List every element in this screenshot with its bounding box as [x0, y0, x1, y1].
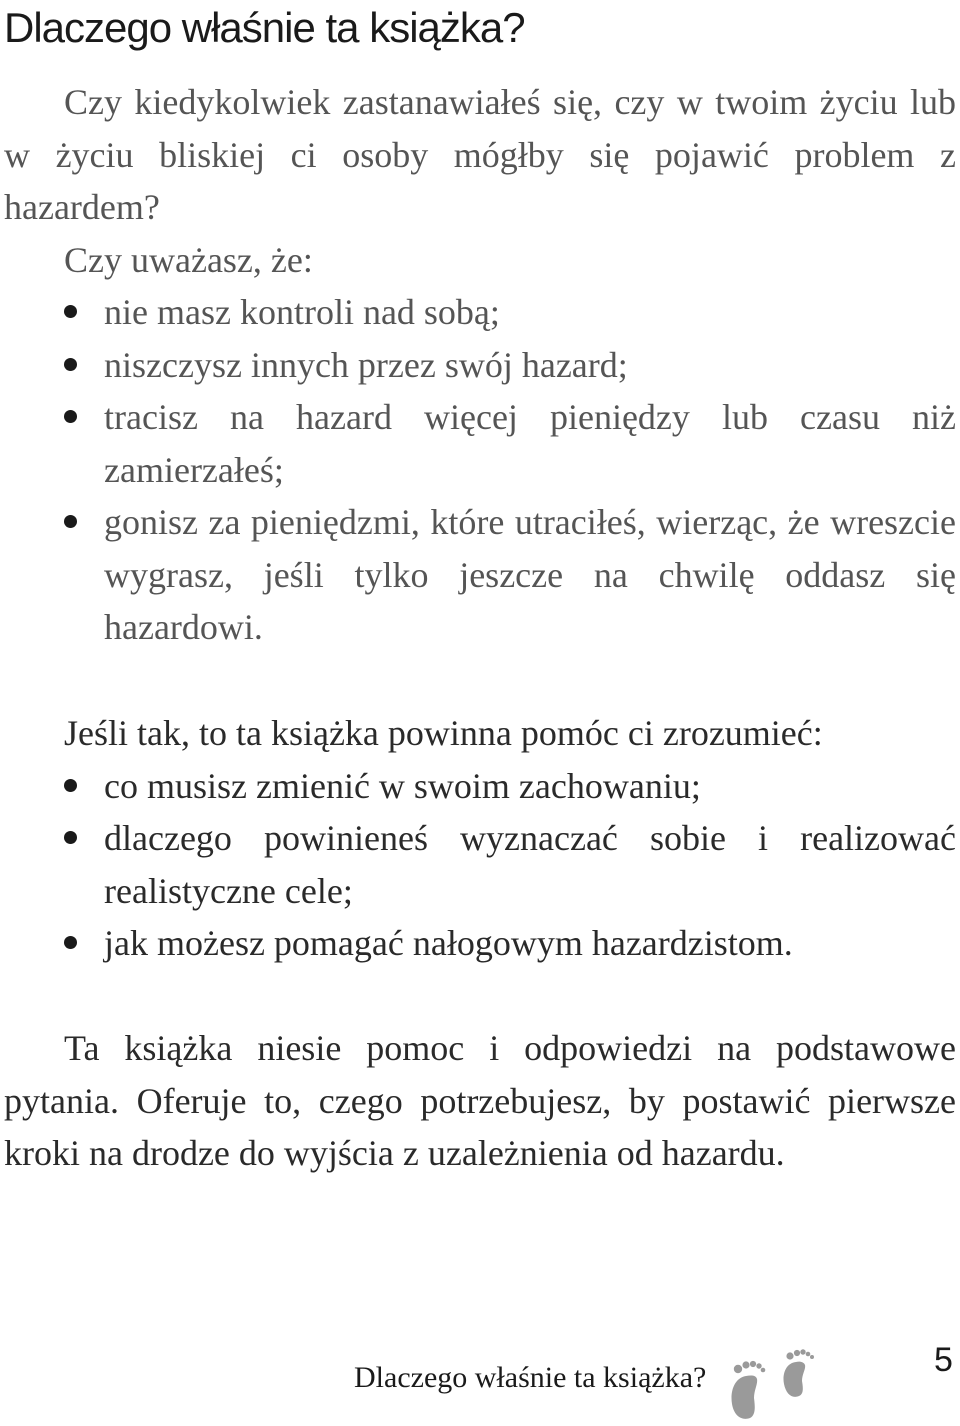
list-item	[4, 812, 956, 917]
list-item	[4, 917, 956, 970]
list-item-text: co musisz zmienić w swoim zachowaniu;	[104, 765, 701, 806]
list-item-text: dlaczego powinieneś wyznaczać sobie i realizować realistyczne cele;	[104, 818, 956, 911]
list-item-text: niszczysz innych przez swój hazard;	[104, 344, 628, 385]
list-item	[4, 339, 956, 392]
page-number: 5	[934, 1341, 953, 1379]
bullet-icon	[64, 515, 77, 528]
running-title: Dlaczego właśnie ta książka?	[354, 1361, 707, 1394]
benefit-list	[4, 760, 956, 970]
list-item	[4, 286, 956, 339]
closing-section	[4, 1022, 956, 1180]
bullet-icon	[64, 305, 77, 318]
help-section	[4, 707, 956, 970]
list-item	[4, 760, 956, 813]
bullet-icon	[64, 779, 77, 792]
bullet-icon	[64, 358, 77, 371]
intro-question: Czy kiedykolwiek zastanawiałeś się, czy w twoim życiu lub w życiu bliskiej ci osoby mógłby się pojawić problem z hazardem?	[4, 82, 956, 227]
list-item-text: gonisz za pieniędzmi, które utraciłeś, wierząc, że wreszcie wygrasz, jeśli tylko jeszcze na chwilę oddasz się hazardowi.	[104, 502, 956, 647]
closing-paragraph: Ta książka niesie pomoc i odpowiedzi na podstawowe pytania. Oferuje to, czego potrzebujesz, by postawić pierwsze kroki na drodze do wyjścia z uzależnienia od hazardu.	[4, 1028, 956, 1173]
bullet-icon	[64, 831, 77, 844]
list-item	[4, 391, 956, 496]
bullet-icon	[64, 936, 77, 949]
page-heading: Dlaczego właśnie ta książka?	[4, 4, 525, 51]
intro-lead: Czy uważasz, że:	[64, 239, 313, 280]
footprints-icon	[724, 1344, 828, 1422]
list-item-text: nie masz kontroli nad sobą;	[104, 292, 500, 332]
bullet-icon	[64, 410, 77, 423]
list-item-text: tracisz na hazard więcej pieniędzy lub czasu niż zamierzałeś;	[104, 397, 956, 490]
symptom-list	[4, 286, 956, 654]
list-item	[4, 496, 956, 654]
intro-section	[4, 76, 956, 654]
list-item-text: jak możesz pomagać nałogowym hazardzistom.	[104, 923, 793, 963]
help-lead: Jeśli tak, to ta książka powinna pomóc ci zrozumieć:	[64, 713, 823, 753]
